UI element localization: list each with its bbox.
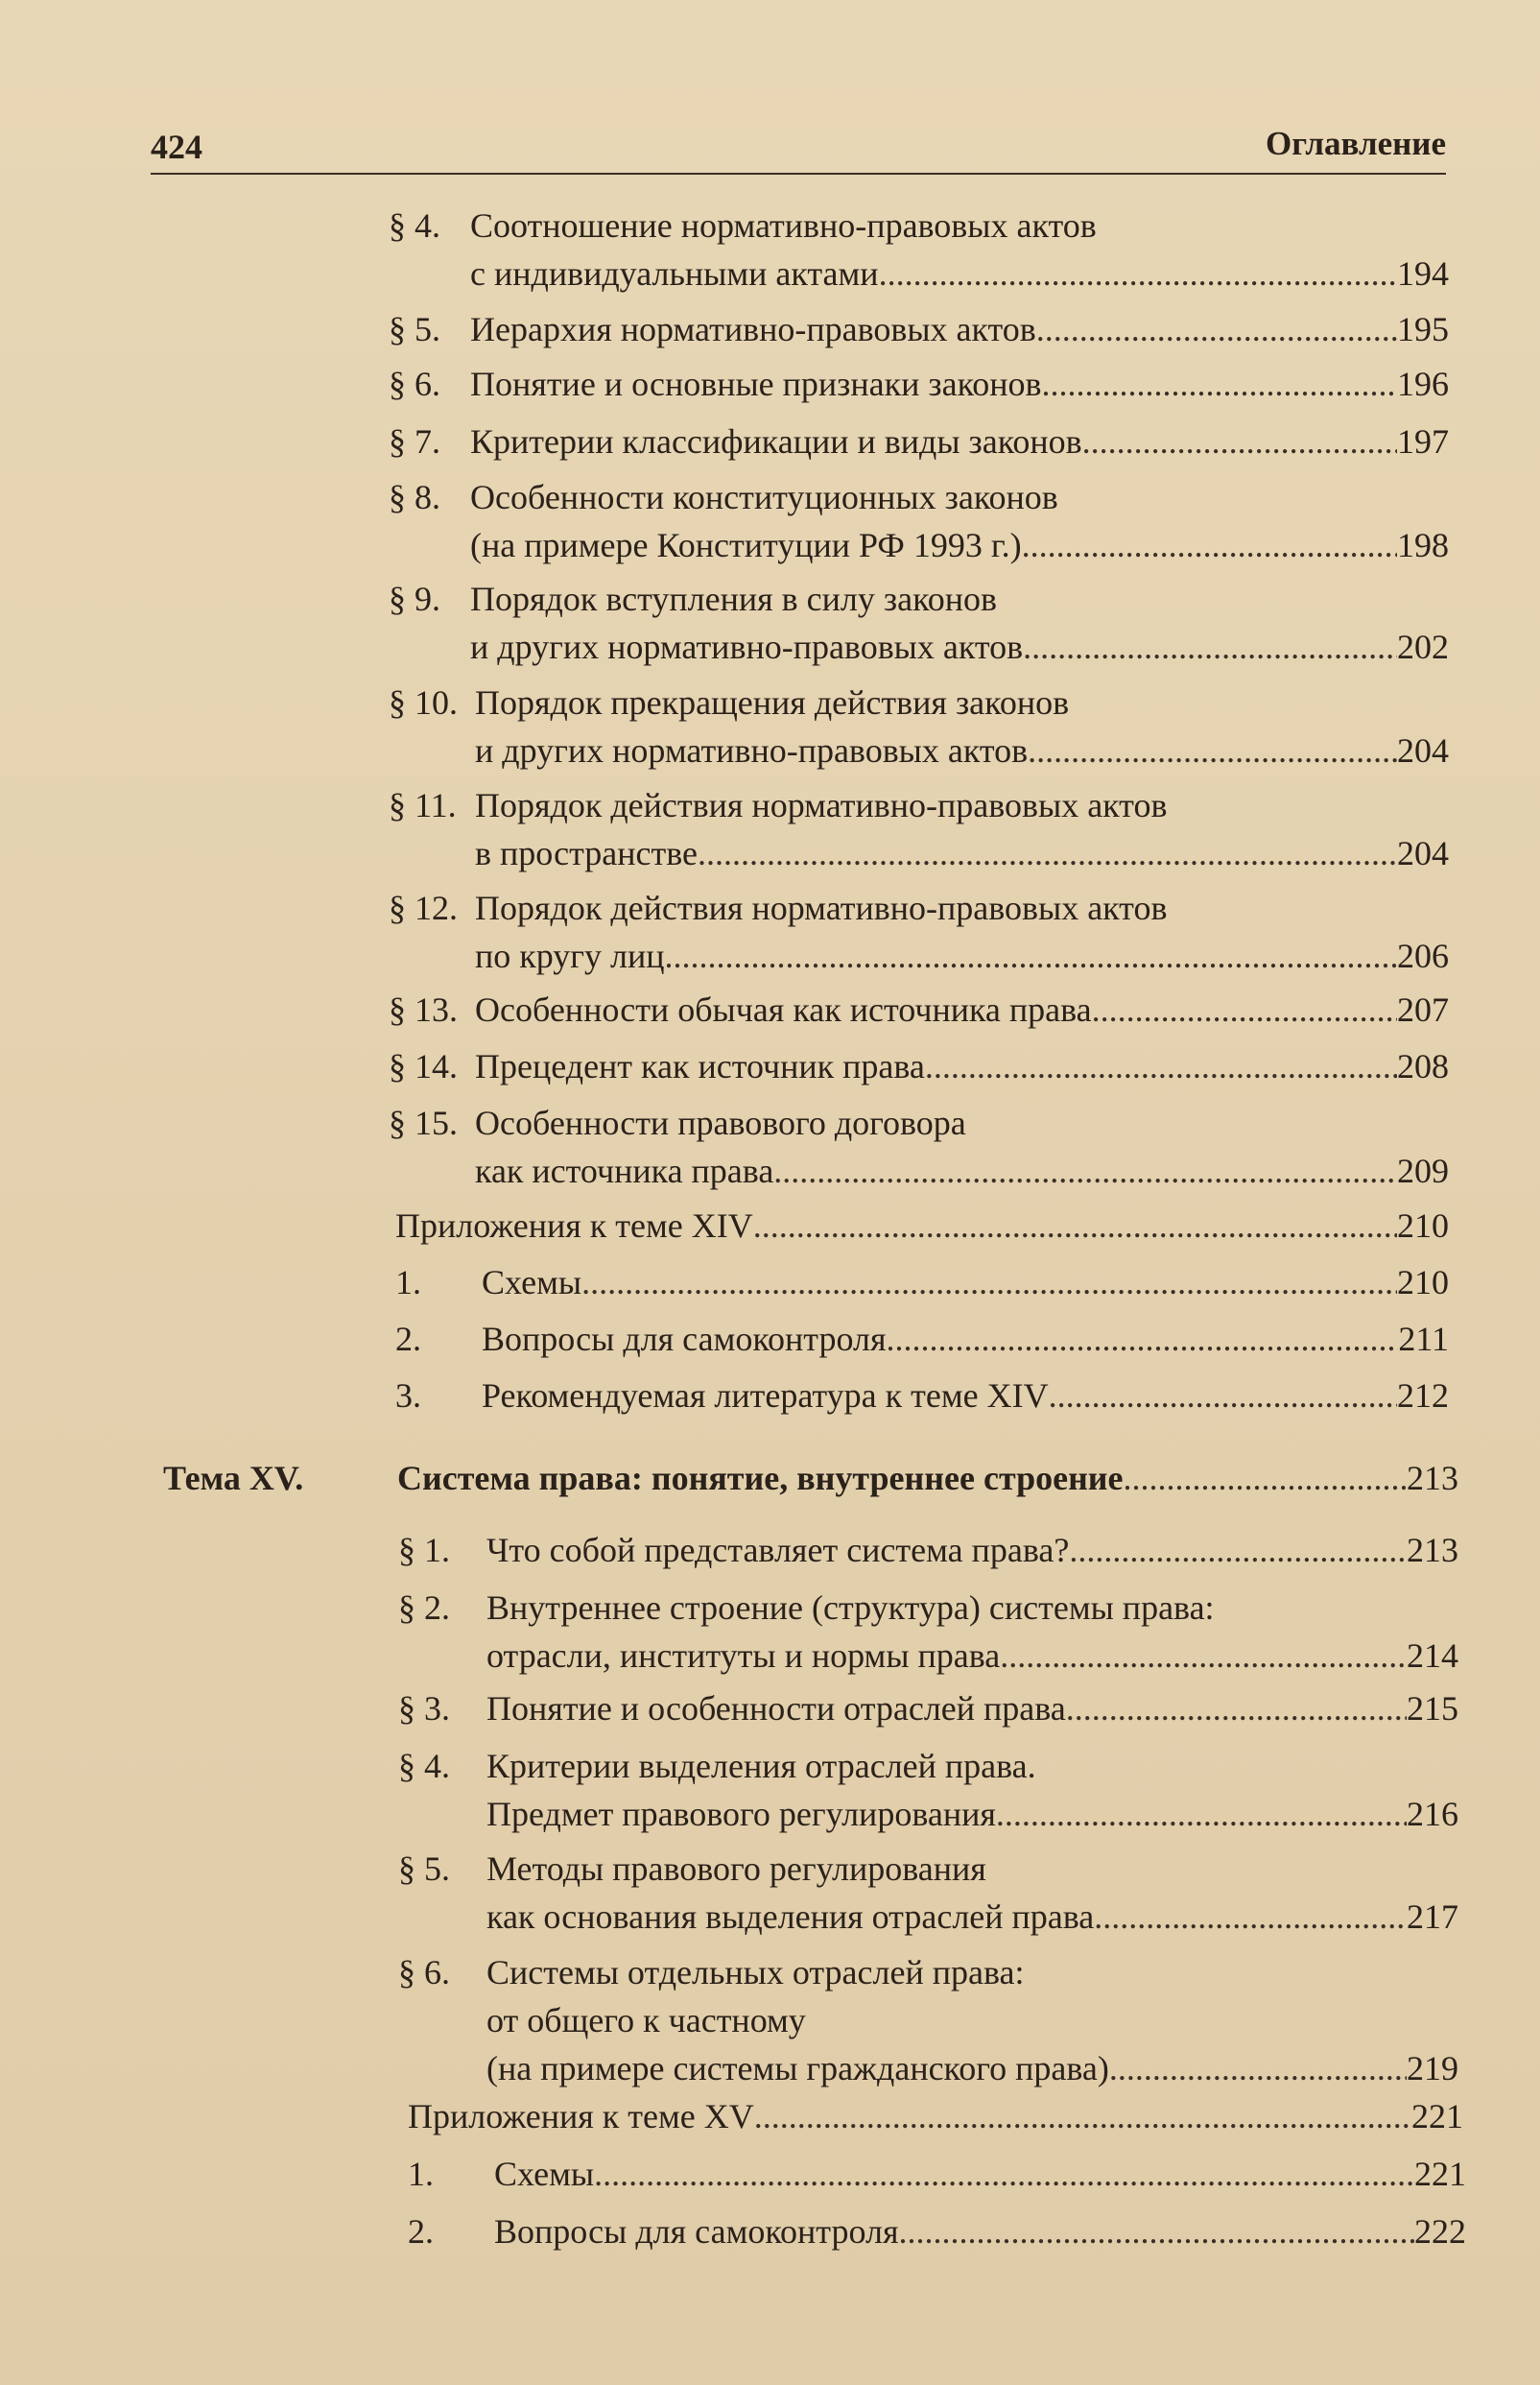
page-ref: 214: [1407, 1636, 1458, 1675]
appendix-item-line: [395, 1315, 1449, 1363]
entry-leader: [486, 1684, 1458, 1732]
toc-entry[interactable]: [389, 1042, 1449, 1090]
appendix-title: Приложения к теме XV: [408, 2097, 754, 2135]
toc-entry[interactable]: [389, 679, 1449, 775]
entry-line: [389, 884, 1449, 932]
item-number: 1.: [408, 2155, 434, 2193]
entry-title: Системы отдельных отраслей права:: [486, 1953, 1025, 1991]
entry-line: [389, 250, 1449, 298]
entry-title: от общего к частному: [486, 2001, 806, 2039]
page-ref: 198: [1397, 526, 1449, 564]
entry-leader: [486, 2044, 1458, 2092]
entry-leader: [475, 727, 1449, 775]
entry-line: [398, 1742, 1458, 1790]
entry-line: [389, 829, 1449, 877]
section-number: § 4.: [389, 206, 440, 245]
entry-line: [398, 1845, 1458, 1893]
section-number: § 11.: [389, 786, 457, 824]
entry-title: Порядок прекращения действия законов: [475, 683, 1070, 722]
entry-title: как основания выделения отраслей права: [486, 1897, 1095, 1936]
page-ref: 212: [1397, 1376, 1449, 1415]
entry-leader: [486, 1632, 1458, 1680]
appendix-item-line: [408, 2150, 1466, 2198]
entry-title: Методы правового регулирования: [486, 1849, 986, 1888]
entry-line: [389, 575, 1449, 623]
entry-title: (на примере системы гражданского права): [486, 2049, 1109, 2087]
appendix-item-leader: [494, 2207, 1466, 2255]
dot-leader: [753, 1202, 1397, 1250]
appendix-item[interactable]: [408, 2150, 1466, 2198]
appendix-line: [408, 2092, 1463, 2140]
entry-title: Порядок действия нормативно-правовых актов: [475, 889, 1168, 927]
appendix-line: [395, 1202, 1449, 1250]
dot-leader: [754, 2092, 1411, 2140]
page-ref: 209: [1397, 1152, 1449, 1190]
appendix-leader: [408, 2092, 1463, 2140]
section-number: § 5.: [389, 310, 440, 348]
item-number: 1.: [395, 1263, 421, 1301]
entry-line: [389, 305, 1449, 353]
dot-leader: [1028, 727, 1397, 775]
entry-line: [398, 1893, 1458, 1941]
page-ref: 208: [1397, 1047, 1449, 1085]
page-ref: 221: [1411, 2097, 1463, 2135]
entry-line: [398, 1584, 1458, 1632]
section-number: § 13.: [389, 990, 458, 1029]
entry-title: (на примере Конституции РФ 1993 г.): [470, 526, 1022, 564]
toc-entry[interactable]: [389, 417, 1449, 465]
entry-title: Иерархия нормативно-правовых актов: [470, 310, 1036, 348]
section-number: § 12.: [389, 889, 458, 927]
entry-line: [398, 1948, 1458, 1996]
toc-entry[interactable]: [398, 1684, 1458, 1732]
entry-title: Понятие и особенности отраслей права: [486, 1689, 1066, 1728]
toc-entry[interactable]: [398, 1526, 1458, 1574]
entry-title: в пространстве: [475, 834, 699, 872]
toc-entry[interactable]: [398, 1742, 1458, 1838]
entry-line: [389, 1099, 1449, 1147]
dot-leader: [1066, 1684, 1407, 1732]
entry-title: и других нормативно-правовых актов: [475, 731, 1029, 770]
entry-line: [389, 932, 1449, 980]
section-number: § 4.: [398, 1747, 450, 1785]
entry-title: как источника права: [475, 1152, 774, 1190]
entry-line: [389, 1042, 1449, 1090]
toc-entry[interactable]: [398, 1845, 1458, 1941]
entry-title: Что собой представляет система права?: [486, 1531, 1070, 1569]
page-ref: 204: [1397, 834, 1449, 872]
appendix-item-leader: [494, 2150, 1466, 2198]
appendix-title: Приложения к теме XIV: [395, 1206, 753, 1245]
entry-leader: [470, 360, 1449, 408]
entry-title: Порядок действия нормативно-правовых актов: [475, 786, 1168, 824]
toc-entry[interactable]: [389, 202, 1449, 298]
dot-leader: [1082, 417, 1397, 465]
toc-entry[interactable]: [389, 360, 1449, 408]
appendix-item-title: Рекомендуемая литература к теме XIV: [482, 1376, 1049, 1415]
dot-leader: [1042, 360, 1397, 408]
section-number: § 10.: [389, 683, 458, 722]
page-ref: 213: [1407, 1459, 1458, 1497]
page-ref: 194: [1397, 254, 1449, 293]
entry-leader: [470, 417, 1449, 465]
dot-leader: [1069, 1526, 1407, 1574]
entry-leader: [475, 986, 1449, 1034]
entry-line: [389, 781, 1449, 829]
appendix-item[interactable]: [395, 1258, 1449, 1306]
section-number: § 1.: [398, 1531, 450, 1569]
appendix-heading[interactable]: [395, 1202, 1449, 1250]
theme-line: [163, 1454, 1458, 1502]
item-number: 3.: [395, 1376, 421, 1415]
entry-line: [389, 360, 1449, 408]
section-number: § 2.: [398, 1588, 450, 1627]
theme-entry[interactable]: [163, 1454, 1458, 1502]
entry-line: [398, 1632, 1458, 1680]
section-number: § 3.: [398, 1689, 450, 1728]
toc-entry[interactable]: [389, 884, 1449, 980]
page-ref: 217: [1407, 1897, 1458, 1936]
dot-leader: [1109, 2044, 1407, 2092]
page-number: 424: [151, 128, 202, 166]
section-number: § 5.: [398, 1849, 450, 1888]
entry-title: Критерии классификации и виды законов: [470, 422, 1082, 461]
appendix-item-title: Вопросы для самоконтроля: [482, 1320, 887, 1358]
theme-label: Тема XV.: [163, 1459, 304, 1497]
entry-title: по кругу лиц: [475, 937, 665, 975]
appendix-item-line: [395, 1371, 1449, 1419]
toc-entry[interactable]: [389, 1099, 1449, 1195]
section-number: § 15.: [389, 1104, 458, 1142]
entry-title: Порядок вступления в силу законов: [470, 580, 998, 618]
entry-line: [389, 521, 1449, 569]
dot-leader: [1124, 1454, 1407, 1502]
page-ref: 215: [1407, 1689, 1458, 1728]
section-number: § 8.: [389, 478, 440, 516]
appendix-item[interactable]: [395, 1315, 1449, 1363]
page-ref: 207: [1397, 990, 1449, 1029]
dot-leader: [594, 2150, 1414, 2198]
entry-line: [398, 2044, 1458, 2092]
entry-title: Понятие и основные признаки законов: [470, 365, 1042, 403]
page-ref: 210: [1397, 1263, 1449, 1301]
entry-line: [389, 986, 1449, 1034]
page-ref: 202: [1397, 628, 1449, 666]
appendix-item[interactable]: [395, 1371, 1449, 1419]
toc-entry[interactable]: [389, 473, 1449, 569]
dot-leader: [1000, 1632, 1407, 1680]
section-number: § 14.: [389, 1047, 458, 1085]
entry-leader: [470, 623, 1449, 671]
appendix-item-title: Схемы: [482, 1263, 582, 1301]
appendix-item[interactable]: [408, 2207, 1466, 2255]
dot-leader: [581, 1258, 1397, 1306]
theme-leader: [397, 1454, 1458, 1502]
item-number: 2.: [395, 1320, 421, 1358]
entry-title: отрасли, институты и нормы права: [486, 1636, 1001, 1675]
toc-entry[interactable]: [389, 305, 1449, 353]
appendix-item-line: [395, 1258, 1449, 1306]
section-number: § 7.: [389, 422, 440, 461]
entry-title: Прецедент как источник права: [475, 1047, 925, 1085]
entry-title: Соотношение нормативно-правовых актов: [470, 206, 1097, 245]
entry-line: [389, 202, 1449, 250]
entry-leader: [475, 1147, 1449, 1195]
section-number: § 9.: [389, 580, 440, 618]
appendix-item-line: [408, 2207, 1466, 2255]
dot-leader: [1022, 521, 1397, 569]
page-ref: 206: [1397, 937, 1449, 975]
entry-line: [398, 1996, 1458, 2044]
entry-line: [389, 727, 1449, 775]
entry-title: Особенности правового договора: [475, 1104, 966, 1142]
dot-leader: [879, 250, 1397, 298]
entry-line: [398, 1790, 1458, 1838]
entry-leader: [486, 1790, 1458, 1838]
page-ref: 196: [1397, 365, 1449, 403]
dot-leader: [887, 1315, 1399, 1363]
section-number: § 6.: [398, 1953, 450, 1991]
dot-leader: [1023, 623, 1397, 671]
entry-line: [389, 1147, 1449, 1195]
page-ref: 216: [1407, 1795, 1458, 1833]
entry-leader: [475, 1042, 1449, 1090]
entry-line: [389, 473, 1449, 521]
entry-line: [389, 679, 1449, 727]
appendix-item-leader: [482, 1315, 1449, 1363]
page-ref: 219: [1407, 2049, 1458, 2087]
theme-title: Система права: понятие, внутреннее строение: [397, 1459, 1124, 1497]
page-ref: 211: [1398, 1320, 1449, 1358]
dot-leader: [698, 829, 1397, 877]
dot-leader: [665, 932, 1397, 980]
appendix-item-leader: [482, 1258, 1449, 1306]
page-ref: 222: [1414, 2212, 1466, 2251]
appendix-item-title: Схемы: [494, 2155, 595, 2193]
entry-leader: [486, 1526, 1458, 1574]
entry-line: [389, 417, 1449, 465]
page-ref: 210: [1397, 1206, 1449, 1245]
toc-entry[interactable]: [398, 1948, 1458, 2092]
dot-leader: [925, 1042, 1397, 1090]
page-ref: 213: [1407, 1531, 1458, 1569]
appendix-leader: [395, 1202, 1449, 1250]
page-ref: 204: [1397, 731, 1449, 770]
dot-leader: [996, 1790, 1407, 1838]
dot-leader: [1092, 986, 1397, 1034]
entry-line: [398, 1526, 1458, 1574]
entry-title: Особенности конституционных законов: [470, 478, 1058, 516]
appendix-heading[interactable]: [408, 2092, 1463, 2140]
running-title: Оглавление: [1266, 125, 1446, 162]
entry-title: Внутреннее строение (структура) системы права:: [486, 1588, 1215, 1627]
entry-leader: [470, 521, 1449, 569]
entry-title: Предмет правового регулирования: [486, 1795, 996, 1833]
dot-leader: [1036, 305, 1397, 353]
toc-entry[interactable]: [389, 986, 1449, 1034]
dot-leader: [773, 1147, 1397, 1195]
page-ref: 197: [1397, 422, 1449, 461]
entry-leader: [475, 829, 1449, 877]
toc-entry[interactable]: [389, 781, 1449, 877]
entry-leader: [470, 250, 1449, 298]
dot-leader: [1049, 1371, 1397, 1419]
entry-leader: [470, 305, 1449, 353]
item-number: 2.: [408, 2212, 434, 2251]
entry-line: [398, 1684, 1458, 1732]
dot-leader: [1094, 1893, 1407, 1941]
section-number: § 6.: [389, 365, 440, 403]
appendix-item-title: Вопросы для самоконтроля: [494, 2212, 899, 2251]
entry-title: с индивидуальными актами: [470, 254, 879, 293]
entry-title: Особенности обычая как источника права: [475, 990, 1092, 1029]
entry-leader: [475, 932, 1449, 980]
entry-leader: [486, 1893, 1458, 1941]
page-ref: 221: [1414, 2155, 1466, 2193]
toc-entry[interactable]: [398, 1584, 1458, 1680]
entry-title: Критерии выделения отраслей права.: [486, 1747, 1036, 1785]
entry-title: и других нормативно-правовых актов: [470, 628, 1024, 666]
page-ref: 195: [1397, 310, 1449, 348]
dot-leader: [899, 2207, 1414, 2255]
entry-line: [389, 623, 1449, 671]
toc-entry[interactable]: [389, 575, 1449, 671]
appendix-item-leader: [482, 1371, 1449, 1419]
